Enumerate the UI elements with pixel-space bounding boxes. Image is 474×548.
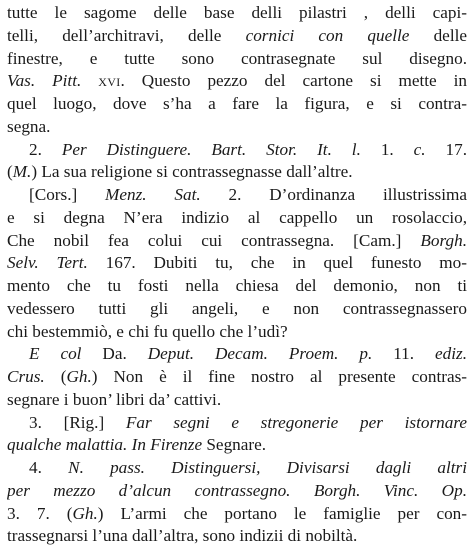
text-span: 2.	[29, 139, 62, 159]
text-span: telli, dell’architravi, delle	[7, 25, 246, 45]
italic-text: Far segni e stregonerie per istornare	[125, 412, 467, 432]
text-span: Che nobil fea colui cui contrassegna. [Cam.]	[7, 230, 421, 250]
small-caps-text: xvi	[98, 71, 121, 91]
italic-text: ediz.	[435, 344, 467, 364]
text-span: Segnare.	[202, 435, 267, 455]
text-span: e si degna N’era indizio al cappello un rosolaccio,	[7, 207, 467, 227]
text-line	[7, 93, 467, 116]
text-line	[7, 230, 467, 253]
text-line	[7, 480, 467, 503]
text-span: mento che tu fosti nella chiesa del demonio, non ti	[7, 276, 467, 295]
text-span: trassegnarsi l’una dall’altra, sono indizii di nobiltà.	[7, 526, 358, 546]
text-span: quel luogo, dove s’ha a fare la figura, e si contra-	[7, 94, 467, 113]
text-span: 11.	[372, 344, 436, 364]
text-line	[7, 412, 467, 435]
text-span: ) L’armi che portano le famiglie per con-	[97, 503, 467, 523]
text-line	[7, 207, 467, 230]
text-span: . Questo pezzo del cartone si mette in	[120, 71, 467, 91]
text-line	[7, 457, 467, 480]
italic-text: cornici con quelle	[245, 25, 410, 45]
italic-text: Borgh.	[420, 230, 467, 250]
text-span: segna.	[7, 116, 51, 136]
text-line	[7, 116, 467, 139]
italic-text: Menz. Sat.	[105, 185, 201, 204]
italic-text: Per Distinguere. Bart. Stor. It. l.	[61, 139, 361, 159]
text-span: 167. Dubiti tu, che in quel funesto mo-	[87, 253, 467, 273]
italic-text: Vas. Pitt.	[7, 71, 82, 91]
text-span: 3. 7. (	[7, 503, 73, 523]
text-line	[7, 275, 467, 298]
italic-text: M.	[12, 162, 32, 182]
text-line	[7, 389, 467, 412]
text-line	[7, 161, 467, 184]
italic-text: c.	[413, 139, 426, 159]
text-span: ) Non è il fine nostro al presente contras-	[91, 367, 467, 386]
text-span: ) La sua religione si contrassegnasse dall’altre.	[31, 162, 353, 182]
text-span: 2. D’ordinanza illustrissima	[200, 185, 467, 204]
text-line	[7, 70, 467, 93]
text-line	[7, 525, 467, 548]
text-line	[7, 2, 467, 25]
text-line	[7, 25, 467, 48]
italic-text: Selv. Tert.	[7, 253, 88, 273]
text-span: segnare i buon’ libri da’ cattivi.	[7, 389, 222, 409]
italic-text: N. pass. Distinguersi, Divisarsi dagli altri	[68, 458, 467, 477]
text-line	[7, 184, 467, 207]
italic-text: Deput. Decam. Proem. p.	[147, 344, 373, 364]
text-span: Da.	[81, 344, 148, 364]
text-span: 1.	[360, 139, 414, 159]
text-span: chi bestemmiò, e chi fu quello che l’udì?	[7, 321, 288, 341]
text-line	[7, 343, 467, 366]
text-line	[7, 48, 467, 71]
italic-text: Gh.	[72, 503, 98, 523]
text-span: tutte le sagome delle base delli pilastri , delli capi-	[7, 3, 467, 22]
text-line	[7, 434, 467, 457]
text-span: delle	[409, 25, 467, 45]
text-span: [Cors.]	[29, 185, 106, 204]
italic-text: qualche malattia. In Firenze	[7, 435, 203, 455]
text-line	[7, 298, 467, 321]
italic-text: Crus.	[7, 367, 45, 386]
text-line	[7, 139, 467, 162]
text-line	[7, 321, 467, 344]
text-span: (	[7, 162, 13, 182]
italic-text: Gh.	[66, 367, 92, 386]
text-span	[81, 71, 98, 90]
text-span: 4.	[29, 458, 69, 477]
italic-text: per mezzo d’alcun contrassegno. Borgh. Vinc. Op.	[7, 480, 467, 500]
text-span: 3. [Rig.]	[29, 412, 126, 432]
text-span: finestre, e tutte sono contrasegnate sul disegno.	[7, 48, 467, 68]
text-span: 17.	[425, 139, 467, 159]
text-line	[7, 252, 467, 275]
italic-text: E col	[29, 344, 82, 364]
text-span: (	[44, 367, 67, 386]
text-line	[7, 366, 467, 389]
text-span: vedessero tutti gli angeli, e non contrassegnassero	[7, 298, 467, 318]
